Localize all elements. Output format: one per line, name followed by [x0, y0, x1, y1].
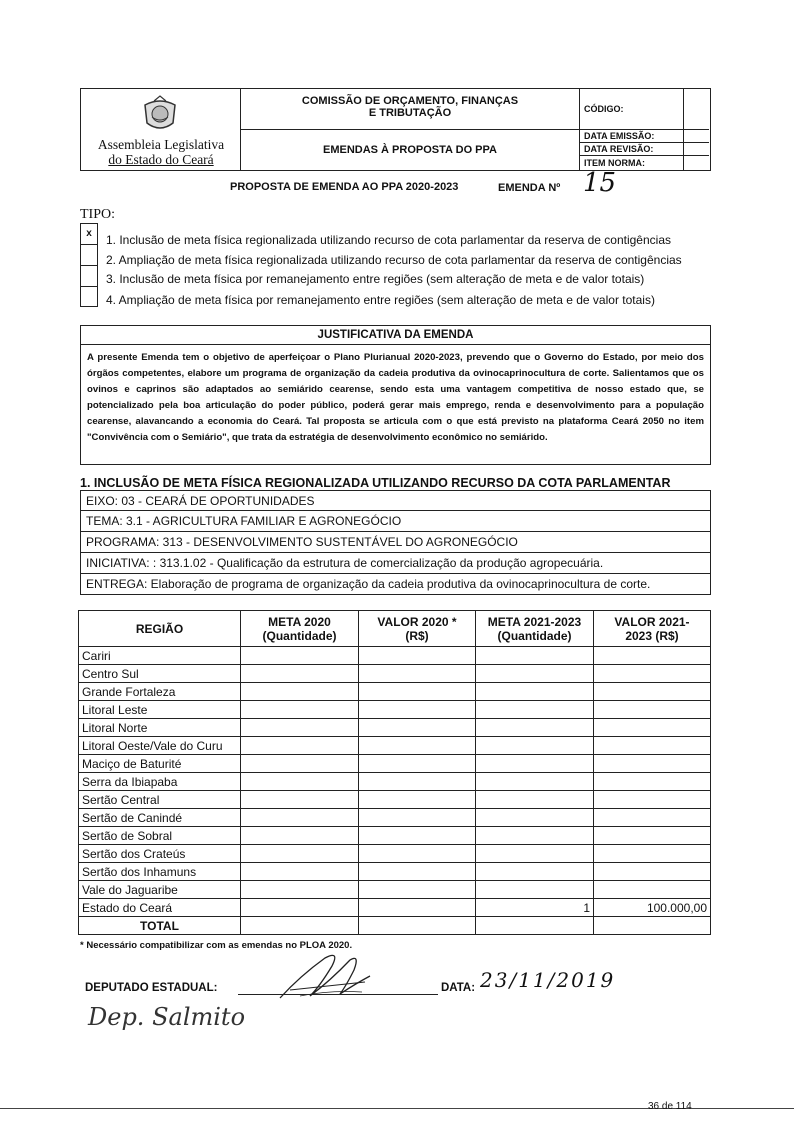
cell-meta-2021-2023 — [476, 827, 594, 845]
table-body — [79, 647, 711, 935]
table-row — [79, 701, 711, 719]
state-seal-icon — [139, 95, 181, 135]
iniciativa-row: INICIATIVA: : 313.1.02 - Qualificação da estrutura de comercialização da produção agropecuária. — [80, 553, 711, 574]
proposal-title: PROPOSTA DE EMENDA AO PPA 2020-2023 — [230, 181, 459, 193]
justificativa-text: A presente Emenda tem o objetivo de aperfeiçoar o Plano Plurianual 2020-2023, prevendo que o Governo do Estado, por meio dos órgãos competentes, elabore um programa de organização da cadeia produtiva da ovinocaprinocultura de corte. Salientamos que os ovinos e caprinos são adaptados ao semiárido cearense, sendo esta uma vantagem competitiva de nosso estado que, se potencializado pela boa articulação do poder público, poderá gerar mais emprego, renda e desenvolvimento para a população cearense, alavancando a economia do Ceará. Tal proposta se articula com o que está previsto na plataforma Ceará 2050 no item "Convivência com o Semiário", que trata da estratégia de desenvolvimento econômico no semiárido. — [87, 352, 704, 443]
cell-valor-2021-2023 — [594, 683, 711, 701]
tipo-checkbox-2[interactable] — [81, 245, 97, 266]
cell-meta-2021-2023 — [476, 719, 594, 737]
cell-regiao: Grande Fortaleza — [79, 683, 241, 701]
cell-valor-2021-2023 — [594, 755, 711, 773]
cell-meta-2021-2023 — [476, 665, 594, 683]
emenda-number: 15 — [583, 168, 617, 198]
form-title: EMENDAS À PROPOSTA DO PPA — [323, 144, 497, 156]
header-meta-2020: META 2020 (Quantidade) — [241, 611, 359, 647]
cell-valor-2020 — [359, 881, 476, 899]
cell-valor-2021-2023 — [594, 719, 711, 737]
cell-regiao: Sertão dos Inhamuns — [79, 863, 241, 881]
handwritten-deputy-name: Dep. Salmito — [88, 1003, 246, 1031]
signature-scribble-icon — [270, 946, 380, 1006]
tipo-option-3: 3. Inclusão de meta física por remanejamento entre regiões (sem alteração de meta e de valor totais) — [106, 272, 645, 286]
cell-valor-2020 — [359, 737, 476, 755]
table-row — [79, 899, 711, 917]
tipo-checkbox-1[interactable]: x — [81, 224, 97, 245]
cell-meta-2020 — [241, 719, 359, 737]
justificativa-title: JUSTIFICATIVA DA EMENDA — [81, 326, 710, 345]
data-value: 23/11/2019 — [480, 968, 616, 992]
cell-meta-2020 — [241, 827, 359, 845]
cell-valor-2021-2023 — [594, 845, 711, 863]
table-row — [79, 881, 711, 899]
cell-meta-2020 — [241, 863, 359, 881]
tipo-option-2: 2. Ampliação de meta física regionalizada utilizando recurso de cota parlamentar da reserva de contigências — [106, 253, 682, 267]
total-label: TOTAL — [79, 917, 241, 935]
table-total-row — [79, 917, 711, 935]
regions-table — [78, 610, 711, 935]
cell-regiao: Cariri — [79, 647, 241, 665]
cell-regiao: Vale do Jaguaribe — [79, 881, 241, 899]
commission-line-1: COMISSÃO DE ORÇAMENTO, FINANÇAS — [301, 95, 519, 107]
cell-regiao: Sertão dos Crateús — [79, 845, 241, 863]
cell-valor-2020 — [359, 755, 476, 773]
header-meta-2021-2023: META 2021-2023 (Quantidade) — [476, 611, 594, 647]
cell-meta-2020 — [241, 701, 359, 719]
cell-meta-2020 — [241, 773, 359, 791]
tipo-label: TIPO: — [80, 207, 115, 222]
tipo-option-4: 4. Ampliação de meta física por remanejamento entre regiões (sem alteração de meta e de valor totais) — [106, 293, 655, 307]
total-cell — [594, 917, 711, 935]
table-row — [79, 755, 711, 773]
cell-regiao: Centro Sul — [79, 665, 241, 683]
cell-regiao: Litoral Norte — [79, 719, 241, 737]
cell-meta-2020 — [241, 755, 359, 773]
deputado-label: DEPUTADO ESTADUAL: — [85, 982, 218, 994]
cell-meta-2020 — [241, 845, 359, 863]
total-cell — [241, 917, 359, 935]
header-valor-2021-2023: VALOR 2021- 2023 (R$) — [594, 611, 711, 647]
cell-meta-2021-2023: 1 — [476, 899, 594, 917]
cell-valor-2020 — [359, 719, 476, 737]
cell-meta-2021-2023 — [476, 647, 594, 665]
cell-regiao: Maciço de Baturité — [79, 755, 241, 773]
tipo-option-1: 1. Inclusão de meta física regionalizada utilizando recurso de cota parlamentar da reserva de contigências — [106, 233, 671, 247]
cell-valor-2020 — [359, 791, 476, 809]
cell-valor-2020 — [359, 773, 476, 791]
cell-valor-2021-2023 — [594, 881, 711, 899]
table-row — [79, 665, 711, 683]
cell-valor-2021-2023 — [594, 827, 711, 845]
cell-meta-2021-2023 — [476, 683, 594, 701]
cell-valor-2020 — [359, 809, 476, 827]
table-row — [79, 719, 711, 737]
cell-valor-2021-2023: 100.000,00 — [594, 899, 711, 917]
justificativa-box — [80, 325, 711, 465]
cell-meta-2021-2023 — [476, 881, 594, 899]
cell-regiao: Sertão de Canindé — [79, 809, 241, 827]
codigo-label: CÓDIGO: — [584, 104, 624, 114]
cell-valor-2021-2023 — [594, 665, 711, 683]
item-norma-label: ITEM NORMA: — [584, 158, 645, 168]
cell-valor-2021-2023 — [594, 773, 711, 791]
data-emissao-row — [580, 130, 709, 143]
cell-meta-2020 — [241, 791, 359, 809]
cell-meta-2020 — [241, 737, 359, 755]
emenda-label: EMENDA Nº — [498, 182, 561, 194]
tipo-checkbox-4[interactable] — [81, 287, 97, 308]
cell-meta-2020 — [241, 665, 359, 683]
form-header — [80, 88, 711, 171]
table-row — [79, 791, 711, 809]
total-cell — [476, 917, 594, 935]
cell-valor-2021-2023 — [594, 863, 711, 881]
header-regiao: REGIÃO — [79, 611, 241, 647]
cell-meta-2020 — [241, 881, 359, 899]
page-number: 36 de 114 — [648, 1101, 692, 1112]
table-row — [79, 845, 711, 863]
table-row — [79, 773, 711, 791]
cell-valor-2020 — [359, 845, 476, 863]
cell-valor-2021-2023 — [594, 791, 711, 809]
cell-meta-2020 — [241, 809, 359, 827]
eixo-row: EIXO: 03 - CEARÁ DE OPORTUNIDADES — [80, 490, 711, 511]
codigo-row — [580, 89, 709, 130]
cell-meta-2021-2023 — [476, 845, 594, 863]
cell-meta-2021-2023 — [476, 701, 594, 719]
cell-meta-2021-2023 — [476, 755, 594, 773]
cell-valor-2021-2023 — [594, 701, 711, 719]
cell-regiao: Sertão de Sobral — [79, 827, 241, 845]
commission-line-2: E TRIBUTAÇÃO — [368, 107, 452, 119]
cell-regiao: Litoral Oeste/Vale do Curu — [79, 737, 241, 755]
table-row — [79, 863, 711, 881]
cell-meta-2020 — [241, 647, 359, 665]
commission-cell — [241, 89, 579, 130]
header-valor-2020: VALOR 2020 * (R$) — [359, 611, 476, 647]
cell-valor-2020 — [359, 647, 476, 665]
cell-regiao: Sertão Central — [79, 791, 241, 809]
cell-meta-2020 — [241, 899, 359, 917]
table-row — [79, 827, 711, 845]
data-label: DATA: — [441, 982, 476, 994]
cell-regiao: Litoral Leste — [79, 701, 241, 719]
cell-valor-2021-2023 — [594, 647, 711, 665]
table-row — [79, 809, 711, 827]
institution-line-2: do Estado do Ceará — [108, 152, 214, 167]
section-1-title: 1. INCLUSÃO DE META FÍSICA REGIONALIZADA UTILIZANDO RECURSO DA COTA PARLAMENTAR — [80, 476, 671, 490]
table-row — [79, 683, 711, 701]
data-revisao-row — [580, 143, 709, 156]
data-revisao-label: DATA REVISÃO: — [584, 144, 654, 154]
tema-row: TEMA: 3.1 - AGRICULTURA FAMILIAR E AGRONEGÓCIO — [80, 511, 711, 532]
cell-meta-2021-2023 — [476, 791, 594, 809]
institution-line-1: Assembleia Legislativa — [97, 137, 225, 152]
table-row — [79, 737, 711, 755]
form-meta-column — [579, 89, 710, 170]
cell-valor-2020 — [359, 863, 476, 881]
cell-valor-2020 — [359, 683, 476, 701]
cell-meta-2020 — [241, 683, 359, 701]
table-row — [79, 647, 711, 665]
data-emissao-label: DATA EMISSÃO: — [584, 131, 655, 141]
cell-valor-2020 — [359, 899, 476, 917]
cell-valor-2021-2023 — [594, 737, 711, 755]
cell-valor-2020 — [359, 827, 476, 845]
cell-meta-2021-2023 — [476, 773, 594, 791]
cell-valor-2020 — [359, 701, 476, 719]
cell-meta-2021-2023 — [476, 863, 594, 881]
programa-row: PROGRAMA: 313 - DESENVOLVIMENTO SUSTENTÁVEL DO AGRONEGÓCIO — [80, 532, 711, 553]
total-cell — [359, 917, 476, 935]
entrega-row: ENTREGA: Elaboração de programa de organização da cadeia produtiva da ovinocaprinocultura de corte. — [80, 574, 711, 595]
logo-cell — [81, 89, 241, 170]
tipo-checkbox-3[interactable] — [81, 266, 97, 287]
cell-regiao: Serra da Ibiapaba — [79, 773, 241, 791]
institution-name — [81, 137, 241, 167]
cell-meta-2021-2023 — [476, 737, 594, 755]
cell-meta-2021-2023 — [476, 809, 594, 827]
footnote: * Necessário compatibilizar com as emendas no PLOA 2020. — [80, 940, 353, 951]
tipo-checkbox-column — [80, 223, 98, 307]
cell-valor-2021-2023 — [594, 809, 711, 827]
cell-valor-2020 — [359, 665, 476, 683]
table-header-row — [79, 611, 711, 647]
cell-regiao: Estado do Ceará — [79, 899, 241, 917]
